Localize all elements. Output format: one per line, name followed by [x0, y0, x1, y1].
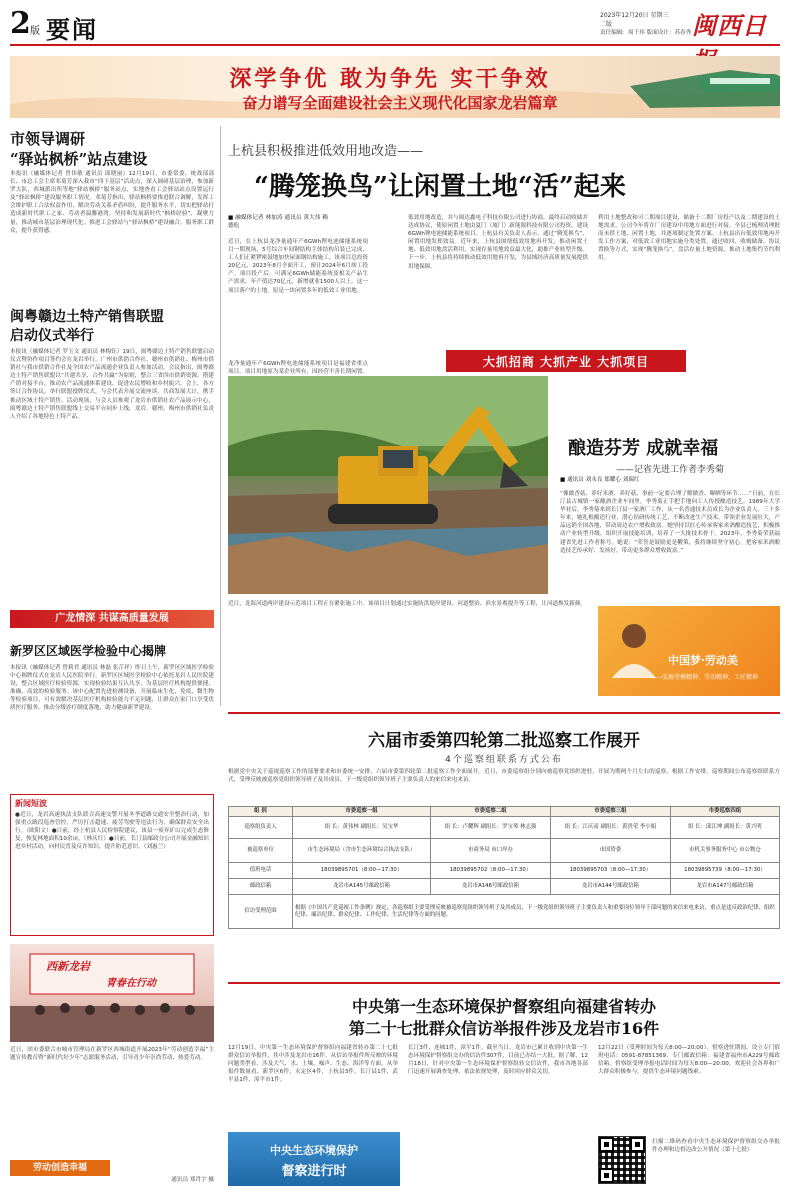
table-row	[229, 879, 780, 895]
table-cell: 龙岩市A146号邮政信箱	[430, 879, 550, 895]
photo-caption: 近日，龙海河道两岸建设示范项目工程正在紧张施工中。该项目计划通过实施防洪堤岸建设、河道整治、滨水景观提升等工程，让河道焕发新颜。	[228, 601, 587, 607]
photo-art	[10, 944, 214, 1042]
photo-credit: 通讯员 郑肖宇 摄	[171, 1177, 214, 1183]
left-column	[10, 126, 214, 1196]
env-column-1: 12月19日，中央第一生态环境保护督察组向福建省转办第二十七批群众信访举报件，其中涉及龙岩市16件。从信访举报件所反映的环境问题类型看，涉及大气、水、土壤、噪声、生态、海洋等方面。从举报件数量看，新罗区6件，永定区4件，上杭县3件，长汀县1件，武平县1件，漳平市1件。	[228, 1045, 398, 1084]
masthead	[10, 6, 780, 46]
bottom-banner: 劳动创造幸福	[10, 1160, 110, 1176]
masthead-rule	[10, 44, 780, 46]
table-cell: 根据《中国共产党巡视工作条例》规定，各巡察组主要受理反映被巡察党组织领导班子及其成员、下一级党组织领导班子主要负责人和重要岗位领导干部问题的来信来电来访，重点是违反政治纪律、组织纪律、廉洁纪律、群众纪律、工作纪律、生活纪律等方面的问题。	[293, 895, 780, 929]
contact-table	[228, 806, 780, 929]
table-header-row	[229, 807, 780, 817]
inspection-intro: 根据党中央关于巡视巡察工作的部署要求和市委统一安排，六届市委第四轮第二批巡察工作全面展开。近日，市委巡察组分别向被巡察党组织进驻，开展为期两个月左右的巡察。根据工作安排，巡察期间公布巡察组联系方式，受理反映被巡察党组织领导班子及其成员、下一级党组织领导班子主要负责人的来信来电来访。	[228, 769, 780, 784]
qr-code-icon	[599, 1137, 645, 1183]
table-cell: 市生态环境局（含市生态环境综合执法支队）	[293, 839, 431, 863]
table-header: 市委巡察四组	[670, 807, 779, 817]
table-cell: 组 长：黄伟林 副组长：吴宝华	[293, 817, 431, 839]
theme-banner	[10, 56, 780, 118]
table-row	[229, 839, 780, 863]
feature-body: “像做香菇、养好米酒、养好菇，事前一定要合理了解做香、曝晒等环节……”日前，在长汀县古城镇一家酿酒企业车间里，李秀菊正手把手地向工人传授酿造技艺。1989年大学毕业后，李秀菊来到长汀县一家酒厂工作，从一名普通技术员成长为企业负责人。三十多年来，她扎根酿造行业，潜心钻研传统工艺，不断改进生产技术，带领企业发展壮大，产品远销全国各地，带动周边农户增收致富。她坚持以匠心传承客家米酒酿造技艺，积极推动产业转型升级，组织开展技能培训，培养了一大批技术骨干。2023年，李秀菊荣获福建省先进工作者称号。她说：“荣誉是鼓励更是鞭策，我将继续坚守初心，把客家米酒酿造技艺传承好、发扬好，带动更多群众增收致富。”	[560, 491, 780, 554]
table-cell: 18039895703（8:00—17:30）	[550, 863, 670, 879]
table-row	[229, 895, 780, 929]
env-title-line2: 第二十七批群众信访举报件涉及龙岩市16件	[348, 1019, 660, 1038]
banner-line2: 奋力谱写全面建设社会主义现代化国家龙岩篇章	[242, 94, 558, 112]
article-title-line1: 市领导调研	[10, 130, 86, 148]
article-column-1: 近日，在上杭县龙净量通年产6GWh锂电池储能系统项目一期现场，5号综合车间钢结构主体结构吊装已完成，工人们正紧锣密鼓地加快屋面钢结构施工。该项目总投资20亿元，2023年8月全面开工，预计2024年6月竣工投产。项目投产后，可满足6GWh储能系统及相关产品生产需求，年产值达70亿元，新增就业1500人以上。这一项目落户的土地，原是一块闲置多年的低效工业用地。	[228, 239, 368, 294]
worker-icon	[598, 606, 780, 696]
table-row	[229, 817, 780, 839]
section-rule	[228, 712, 780, 714]
qr-code[interactable]	[598, 1136, 646, 1184]
table-cell: 巡察组负责人	[229, 817, 293, 839]
table-cell: 组 长：卢耀辉 副组长：罗宝琴 林志强	[430, 817, 550, 839]
excavator-icon	[228, 376, 548, 594]
table-cell: 市机关事务服务中心 市公物仓	[670, 839, 779, 863]
inspection-section	[228, 716, 780, 976]
photo-text-2: 青春在行动	[106, 978, 156, 989]
activity-photo	[10, 944, 214, 1042]
headline: “腾笼换鸟”让闲置土地“活”起来	[254, 172, 626, 202]
env-banner-line1: 中央生态环境保护	[270, 1144, 358, 1157]
brief-box	[10, 794, 214, 936]
table-header: 组 别	[229, 807, 293, 817]
table-cell: 市商务局 市口岸办	[430, 839, 550, 863]
table-cell: 邮政信箱	[229, 879, 293, 895]
article-title: 新罗区区域医学检验中心揭牌	[10, 644, 167, 658]
newspaper-logo: 闽西日	[692, 11, 767, 40]
feature-portrait	[598, 606, 780, 696]
article-body: 本报讯（融媒体记者 曾莉君 通讯员 林磊 张芷祥）昨日上午，新罗区区域医学检验中心揭牌仪式在龙岩人民医院举行。新罗区区域医学检验中心依托龙岩人民医院建设，整合区域医疗检验资源，实现检验结果互认共享，为基层医疗机构提供便捷、准确、高效的检验服务。该中心配置先进检测设备，开展临床生化、免疫、微生物等检验项目，可有效解决基层医疗机构检验能力不足问题，让群众在家门口享受优质医疗服务，推动分级诊疗制度落地，助力健康新罗建设。	[10, 665, 214, 712]
slogan-text: 大抓招商 大抓产业 大抓项目	[482, 355, 650, 369]
article-column-3: 低效用地改造，并与闽达鑫电子科技有限公司进行协商，最终启动收储并达成协议，使原闲置土地由夏门（厦门）新能源科技有限公司投资，建设6GWh锂电池储能系统项目。上杭县有关负责人表示，通过“腾笼换鸟”，闲置用地发挥效益。近年来，上杭县围绕低效用地再开发，推动闲置土地、低效用地盘活利用，实现存量用地效益最大化，助推产业转型升级。下一步，上杭县将持续推动低效用地再开发，为县域经济高质量发展提供用地保障。	[408, 215, 588, 270]
table-cell: 市国资委	[550, 839, 670, 863]
china-dream-sub: ——弘扬劳模精神、劳动精神、工匠精神	[650, 674, 759, 681]
slogan-banner	[446, 350, 686, 372]
inspection-subtitle: 4个巡察组联系方式公布	[445, 755, 563, 765]
edition-label: 二版	[600, 21, 613, 28]
article-column-2: 龙净量通年产6GWh锂电池储能系统项目是福建省重点项目。项目用地原为某企业所有，因经营不善长期闲置。	[228, 361, 368, 376]
table-cell: 18039895739（8:00—17:30）	[670, 863, 779, 879]
table-cell: 18039895702（8:00—17:30）	[430, 863, 550, 879]
section-rule	[228, 982, 780, 984]
column-divider	[220, 126, 221, 706]
table-header: 市委巡察二组	[430, 807, 550, 817]
kicker: 上杭县积极推进低效用地改造——	[228, 144, 424, 159]
env-section	[228, 986, 780, 1196]
table-cell: 组 长：江庆南 副组长：黄贵荣 李小娟	[550, 817, 670, 839]
section-title: 要闻	[46, 15, 98, 44]
photo-caption: 近日，团市委联合市城市管理局在新罗区西城街道开展2023年“劳动创造幸福”主题宣传教育暨“新时代好少年”志愿服务活动，引导青少年崇尚劳动、热爱劳动。	[10, 1047, 214, 1062]
photo-text-1: 西新龙岩	[46, 960, 90, 973]
env-banner	[228, 1132, 400, 1186]
env-title-line1: 中央第一生态环境保护督察组向福建省转办	[351, 997, 656, 1016]
env-column-2: 长汀3件，连城1件，漳平1件。截至当日，龙岩市已累计收到中央第一生态环境保护督察组交办的信访件307件，目前已办结一大批。据了解，12月18日，针对中央第一生态环境保护督察组转交信访件，我市各地各部门迅速开展调查处理，依法依规处理，及时回应群众关切。	[408, 1045, 588, 1076]
table-row	[229, 863, 780, 879]
feature-byline: ■ 通讯员 刘永良 郑耀心 刘瑞红	[560, 477, 640, 483]
editor-credit: 责任编辑：周千玮 版面设计：苏春秀	[600, 30, 692, 36]
env-column-3: 12月22日（受理时间为每天8:00—20:00）。督察进驻期间，设立专门值班电话：0591-87851369，专门邮政信箱：福建省福州市A229号邮政信箱。督察组受理举报电话时间为每天8:00—20:00。欢迎社会各界和广大群众积极参与，提供生态环境问题线索。	[598, 1045, 780, 1076]
article-title-line1: 闽粤赣边土特产销售联盟	[10, 309, 164, 325]
feature-subtitle: ——记省先进工作者李秀菊	[616, 465, 725, 475]
article-title-line2: 启动仪式举行	[10, 328, 94, 344]
brief-title: 新闻短波	[15, 799, 47, 808]
table-cell: 信访受理范围	[229, 895, 293, 929]
china-dream-title: 中国梦·劳动美	[668, 654, 738, 667]
article-body: 本报讯（融媒体记者 曾伟敏 通讯员 邱晓丽）12月19日，市委常委、统战部部长、市总工会主席邓菊芳深入我市“四下基层”活动点，深入调研基层治理，参加新罗大队、西城派出所等地“驿站枫桥”服务站点，实地查看工会驿站站点设置运行及“驿站枫桥”建设服务职工情况。邓菊芳指出，驿站枫桥要推进联合调解，发挥工会维护职工合法权益作用，解决劳动关系矛盾纠纷，提升服务水平，切实把驿站打造成新时代职工之家、劳动者温馨港湾，坚持和发展新时代“枫桥经验”，凝聚力量，推动城市基层治理现代化。推进工会驿站与“驿站枫桥”建设融合，服务职工群众，提升获得感。	[10, 171, 214, 234]
feature-title: 酿造芬芳 成就幸福	[568, 438, 719, 459]
section-banner: 广龙情深 共谋高质量发展	[10, 610, 214, 628]
byline: ■ 融媒体记者 林加涛 通讯员 黄大伟 赖德松	[228, 215, 328, 230]
brief-body: ●近日，龙岩高速执法支队联合高速交警开展冬季道路交通安全整治行动，加强重点路段巡查管控，严厉打击超速、疲劳驾驶等违法行为，确保群众安全出行。（欧阳文）●日前，经上杭县人民检察院建议，该县一废弃矿山完成生态修复，恢复林地面积10余亩。（林庆红）●日前，长汀县邮政分公司开展金融知识进乡村活动，向村民普及反诈知识，提升防范意识。（刘惠兰）	[15, 812, 209, 851]
page-number: 2	[10, 6, 31, 41]
issue-date: 2023年12月20日 星期三	[600, 12, 669, 19]
table-cell: 值班电话	[229, 863, 293, 879]
table-header: 市委巡察一组	[293, 807, 431, 817]
main-feature	[228, 126, 780, 706]
table-cell: 龙岩市A147号邮政信箱	[670, 879, 779, 895]
article-title-line2: “驿站枫桥”站点建设	[10, 150, 148, 168]
construction-photo	[228, 376, 548, 594]
inspection-title: 六届市委第四轮第二批巡察工作展开	[368, 731, 640, 751]
page-suffix: 版	[30, 26, 40, 37]
banner-line1: 深学争优 敢为争先 实干争效	[229, 66, 551, 92]
table-cell: 组 长：邱江坤 副组长：黄兴明	[670, 817, 779, 839]
table-cell: 龙岩市A145号邮政信箱	[293, 879, 431, 895]
article-column-4: 利用土地整改和可二期项目建设，储备于二期厂房投产以及二期建设的土地需求，公司今年将在厂房建设中用地方面进行对接。全县已梳理清理批而未供土地、闲置土地，并逐项制定处置方案。上杭县出台低效用地再开发工作方案，对低效工业用地实施分类处置，通过收回、收购储备、协议置换等方式，实现“腾笼换鸟”，盘活存量土地资源，推动土地集约节约利用。	[598, 215, 780, 262]
article-body: 本报讯（融媒体记者 罗玉文 通讯员 林梅钰）19日，闽粤赣边土特产销售联盟启动仪式暨协作项目签约会在龙岩举行。广州市供销合作社、赣州市供销社、梅州市供销社与我市供销合作社及全国农产品流通企业负责人参加活动。会议指出，闽粤赣边土特产销售联盟以“共建共享、合作共赢”为原则，整合三省四市供销资源，搭建产销对接平台，推动农产品流通体系建设，促进农民增收和乡村振兴。会上，各方签订合作协议，举行联盟授牌仪式，与会代表开展交流座谈，共商发展大计，携手推动区域土特产销售。活动现场，与会人员参观了龙岩市供销社农产品展示中心，闽粤赣边土特产销售联盟线上交易平台同步上线，龙岩、赣州、梅州市供销社负责人介绍了各地特色土特产品。	[10, 349, 214, 420]
table-cell: 18039895701（8:00—17:30）	[293, 863, 431, 879]
table-cell: 被巡察单位	[229, 839, 293, 863]
env-banner-line2: 督察进行时	[281, 1164, 347, 1179]
table-header: 市委巡察三组	[550, 807, 670, 817]
table-cell: 龙岩市A144号邮政信箱	[550, 879, 670, 895]
qr-text: 扫描二维码查看中央生态环境保护督察组交办举报件办理和边督边改公开情况（第十七批）	[652, 1139, 780, 1154]
